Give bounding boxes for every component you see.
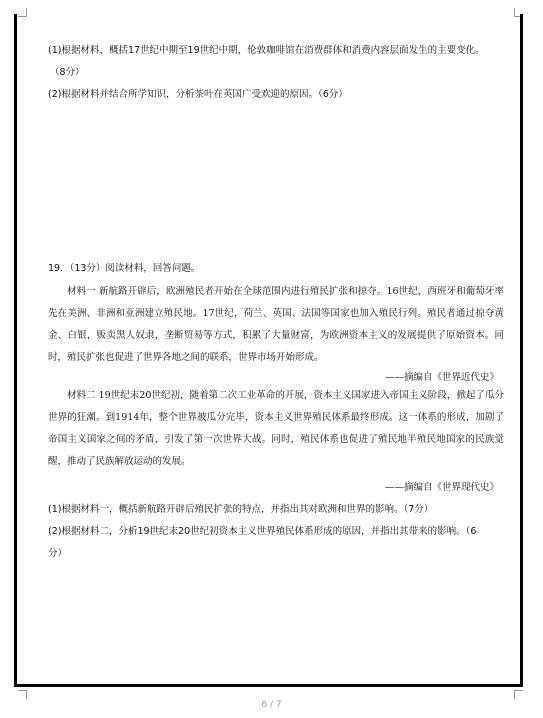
- page-number: 6 / 7: [261, 700, 282, 710]
- q19-subquestion-2-line-2: 分）: [48, 548, 68, 559]
- q18-subquestion-2: (2)根据材料并结合所学知识，分析茶叶在英国广受欢迎的原因。（6分）: [48, 89, 348, 100]
- q19-subquestion-2-line-1: (2)根据材料二，分析19世纪末20世纪初资本主义世界殖民体系形成的原因，并指出其带来的影响。（6: [48, 526, 477, 537]
- q19-subquestion-1: (1)根据材料一，概括新航路开辟后殖民扩张的特点，并指出其对欧洲和世界的影响。（7分）: [48, 504, 434, 515]
- q19-material-2: 材料二 19世纪末20世纪初，随着第二次工业革命的开展，资本主义国家进入帝国主义阶段，掀起了瓜分世界的狂潮。到1914年，整个世界被瓜分完毕，资本主义世界殖民体系最终形成。这一体系的形成，加剧了帝国主义国家之间的矛盾，引发了第一次世界大战。同时，殖民体系也促进了殖民地半殖民地国家的民族觉醒，推动了民族解放运动的发展。: [48, 390, 504, 467]
- crop-mark-bottom-right: [514, 690, 523, 699]
- q18-subquestion-1-line-1: (1)根据材料，概括17世纪中期至19世纪中期，伦敦咖啡馆在消费群体和消费内容层面发生的主要变化。: [48, 45, 485, 56]
- q19-heading: 19．（13分）阅读材料，回答问题。: [48, 263, 201, 274]
- q19-source-1: ——摘编自《世界近代史》: [384, 372, 499, 383]
- q19-source-2: ——摘编自《世界现代史》: [384, 482, 499, 493]
- q19-material-1: 材料一 新航路开辟后，欧洲殖民者开始在全球范围内进行殖民扩张和掠夺。16世纪，西班牙和葡萄牙率先在美洲、非洲和亚洲建立殖民地。17世纪，荷兰、英国、法国等国家也加入殖民行列。殖民者通过掠夺黄金、白银，贩卖黑人奴隶，垄断贸易等方式，积累了大量财富，为欧洲资本主义的发展提供了原始资本。同时，殖民扩张也促进了世界各地之间的联系，世界市场开始形成。: [48, 286, 504, 363]
- q18-subquestion-1-line-2: （8分）: [50, 67, 85, 78]
- crop-mark-bottom-left: [18, 690, 27, 699]
